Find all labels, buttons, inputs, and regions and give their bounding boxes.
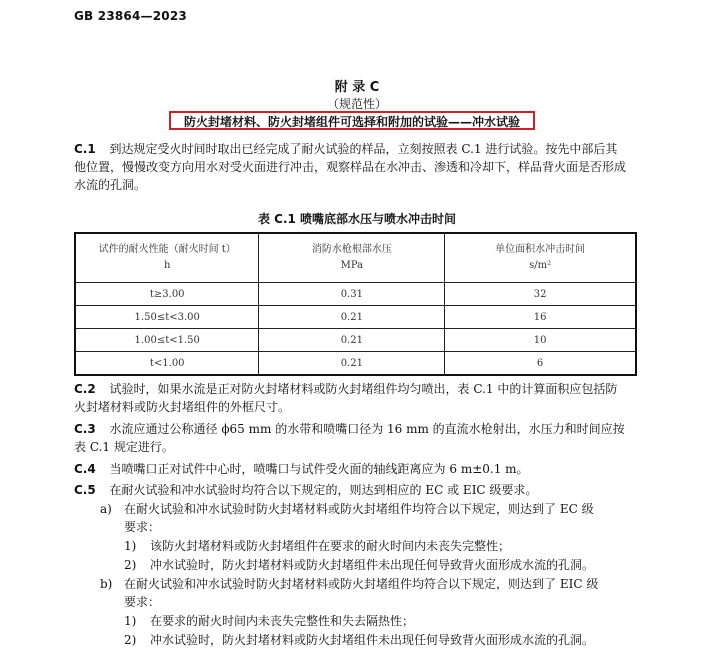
list-item-b-text: 在耐火试验和冲水试验时防火封堵材料或防火封堵组件均符合以下规定，则达到了 EIC 级: [124, 577, 599, 591]
sub-item-marker: 1): [124, 539, 137, 553]
table-cell: 1.00≤t<1.50: [75, 329, 259, 352]
list-item-b-marker: b): [100, 577, 113, 591]
header-label: 单位面积水冲击时间: [495, 244, 586, 255]
sub-item-text: 在要求的耐火时间内未丧失完整性和失去隔热性；: [150, 614, 415, 628]
clause-c1: [74, 140, 617, 158]
table-header: [75, 233, 259, 283]
clause-c5: [74, 481, 537, 499]
clause-text: 在耐火试验和冲水试验时均符合以下规定的，则达到相应的 EC 或 EIC 级要求。: [109, 483, 538, 497]
table-header: [445, 233, 636, 283]
list-item-b-text: 要求：: [124, 595, 161, 609]
table-title: 表 C.1 喷嘴底部水压与喷水冲击时间: [257, 212, 457, 226]
clause-c2-line: 火封堵材料或防火封堵组件的外框尺寸。: [74, 400, 291, 414]
table-cell: 16: [445, 306, 636, 329]
sub-item-text: 该防火封堵材料或防火封堵组件在要求的耐火时间内未丧失完整性；: [150, 539, 511, 553]
clause-c2: [74, 380, 617, 398]
clause-text: 当喷嘴口正对试件中心时，喷嘴口与试件受火面的轴线距离应为 6 m±0.1 m。: [109, 462, 529, 476]
header-unit: h: [163, 260, 171, 271]
annex-heading: 防火封堵材料、防火封堵组件可选择和附加的试验——冲水试验: [183, 115, 520, 129]
clause-c4: [74, 460, 529, 478]
clause-number: C.2: [74, 382, 96, 396]
list-item-a-marker: a): [100, 502, 112, 516]
header-unit: MPa: [340, 260, 364, 271]
table-row: [75, 329, 636, 352]
sub-item-text: 冲水试验时，防火封堵材料或防火封堵组件未出现任何导致背火面形成水流的孔洞。: [150, 633, 595, 647]
sub-item-marker: 2): [124, 558, 137, 572]
standard-number: GB 23864—2023: [74, 9, 187, 23]
table-row: [75, 352, 636, 376]
table-row: [75, 306, 636, 329]
clause-c3-line: 表 C.1 规定进行。: [74, 440, 174, 454]
clause-c3: [74, 420, 625, 438]
clause-number: C.5: [74, 483, 96, 497]
table-cell: t<1.00: [75, 352, 259, 376]
table-cell: 1.50≤t<3.00: [75, 306, 259, 329]
header-label: 试件的耐火性能（耐火时间 t）: [98, 244, 236, 255]
table-cell: 6: [445, 352, 636, 376]
table-cell: 0.21: [259, 352, 445, 376]
clause-text: 水流应通过公称通径 ϕ65 mm 的水带和喷嘴口径为 16 mm 的直流水枪射出，水压力和时间应按: [109, 422, 625, 436]
list-item-a-text: 在耐火试验和冲水试验时防火封堵材料或防火封堵组件均符合以下规定，则达到了 EC 级: [124, 502, 594, 516]
header-label: 消防水枪根部水压: [311, 244, 392, 255]
clause-number: C.3: [74, 422, 96, 436]
clause-c1-line: 他位置，慢慢改变方向用水对受火面进行冲击，观察样品在水冲击、渗透和冷却下，样品背火面是否形成: [74, 160, 627, 174]
table-cell: 0.31: [259, 283, 445, 306]
annex-subtitle: （规范性）: [326, 97, 387, 111]
table-header: [259, 233, 445, 283]
list-item-a-text: 要求：: [124, 520, 161, 534]
sub-item-marker: 1): [124, 614, 137, 628]
clause-text: 到达规定受火时间时取出已经完成了耐火试验的样品，立刻按照表 C.1 进行试验。按先中部后其: [109, 142, 618, 156]
header-unit: s/m²: [529, 260, 552, 271]
sub-item-text: 冲水试验时，防火封堵材料或防火封堵组件未出现任何导致背火面形成水流的孔洞。: [150, 558, 595, 572]
clause-number: C.4: [74, 462, 96, 476]
table-cell: 0.21: [259, 306, 445, 329]
data-table: [74, 232, 637, 376]
sub-item-marker: 2): [124, 633, 137, 647]
clause-c1-line: 水流的孔洞。: [74, 178, 147, 192]
table-cell: 0.21: [259, 329, 445, 352]
table-cell: t≥3.00: [75, 283, 259, 306]
table-header-row: [75, 233, 636, 283]
table-cell: 10: [445, 329, 636, 352]
annex-title: 附 录 C: [334, 80, 380, 95]
table-cell: 32: [445, 283, 636, 306]
clause-text: 试验时，如果水流是正对防火封堵材料或防火封堵组件均匀喷出，表 C.1 中的计算面积应包括防: [109, 382, 618, 396]
clause-number: C.1: [74, 142, 96, 156]
table-row: [75, 283, 636, 306]
